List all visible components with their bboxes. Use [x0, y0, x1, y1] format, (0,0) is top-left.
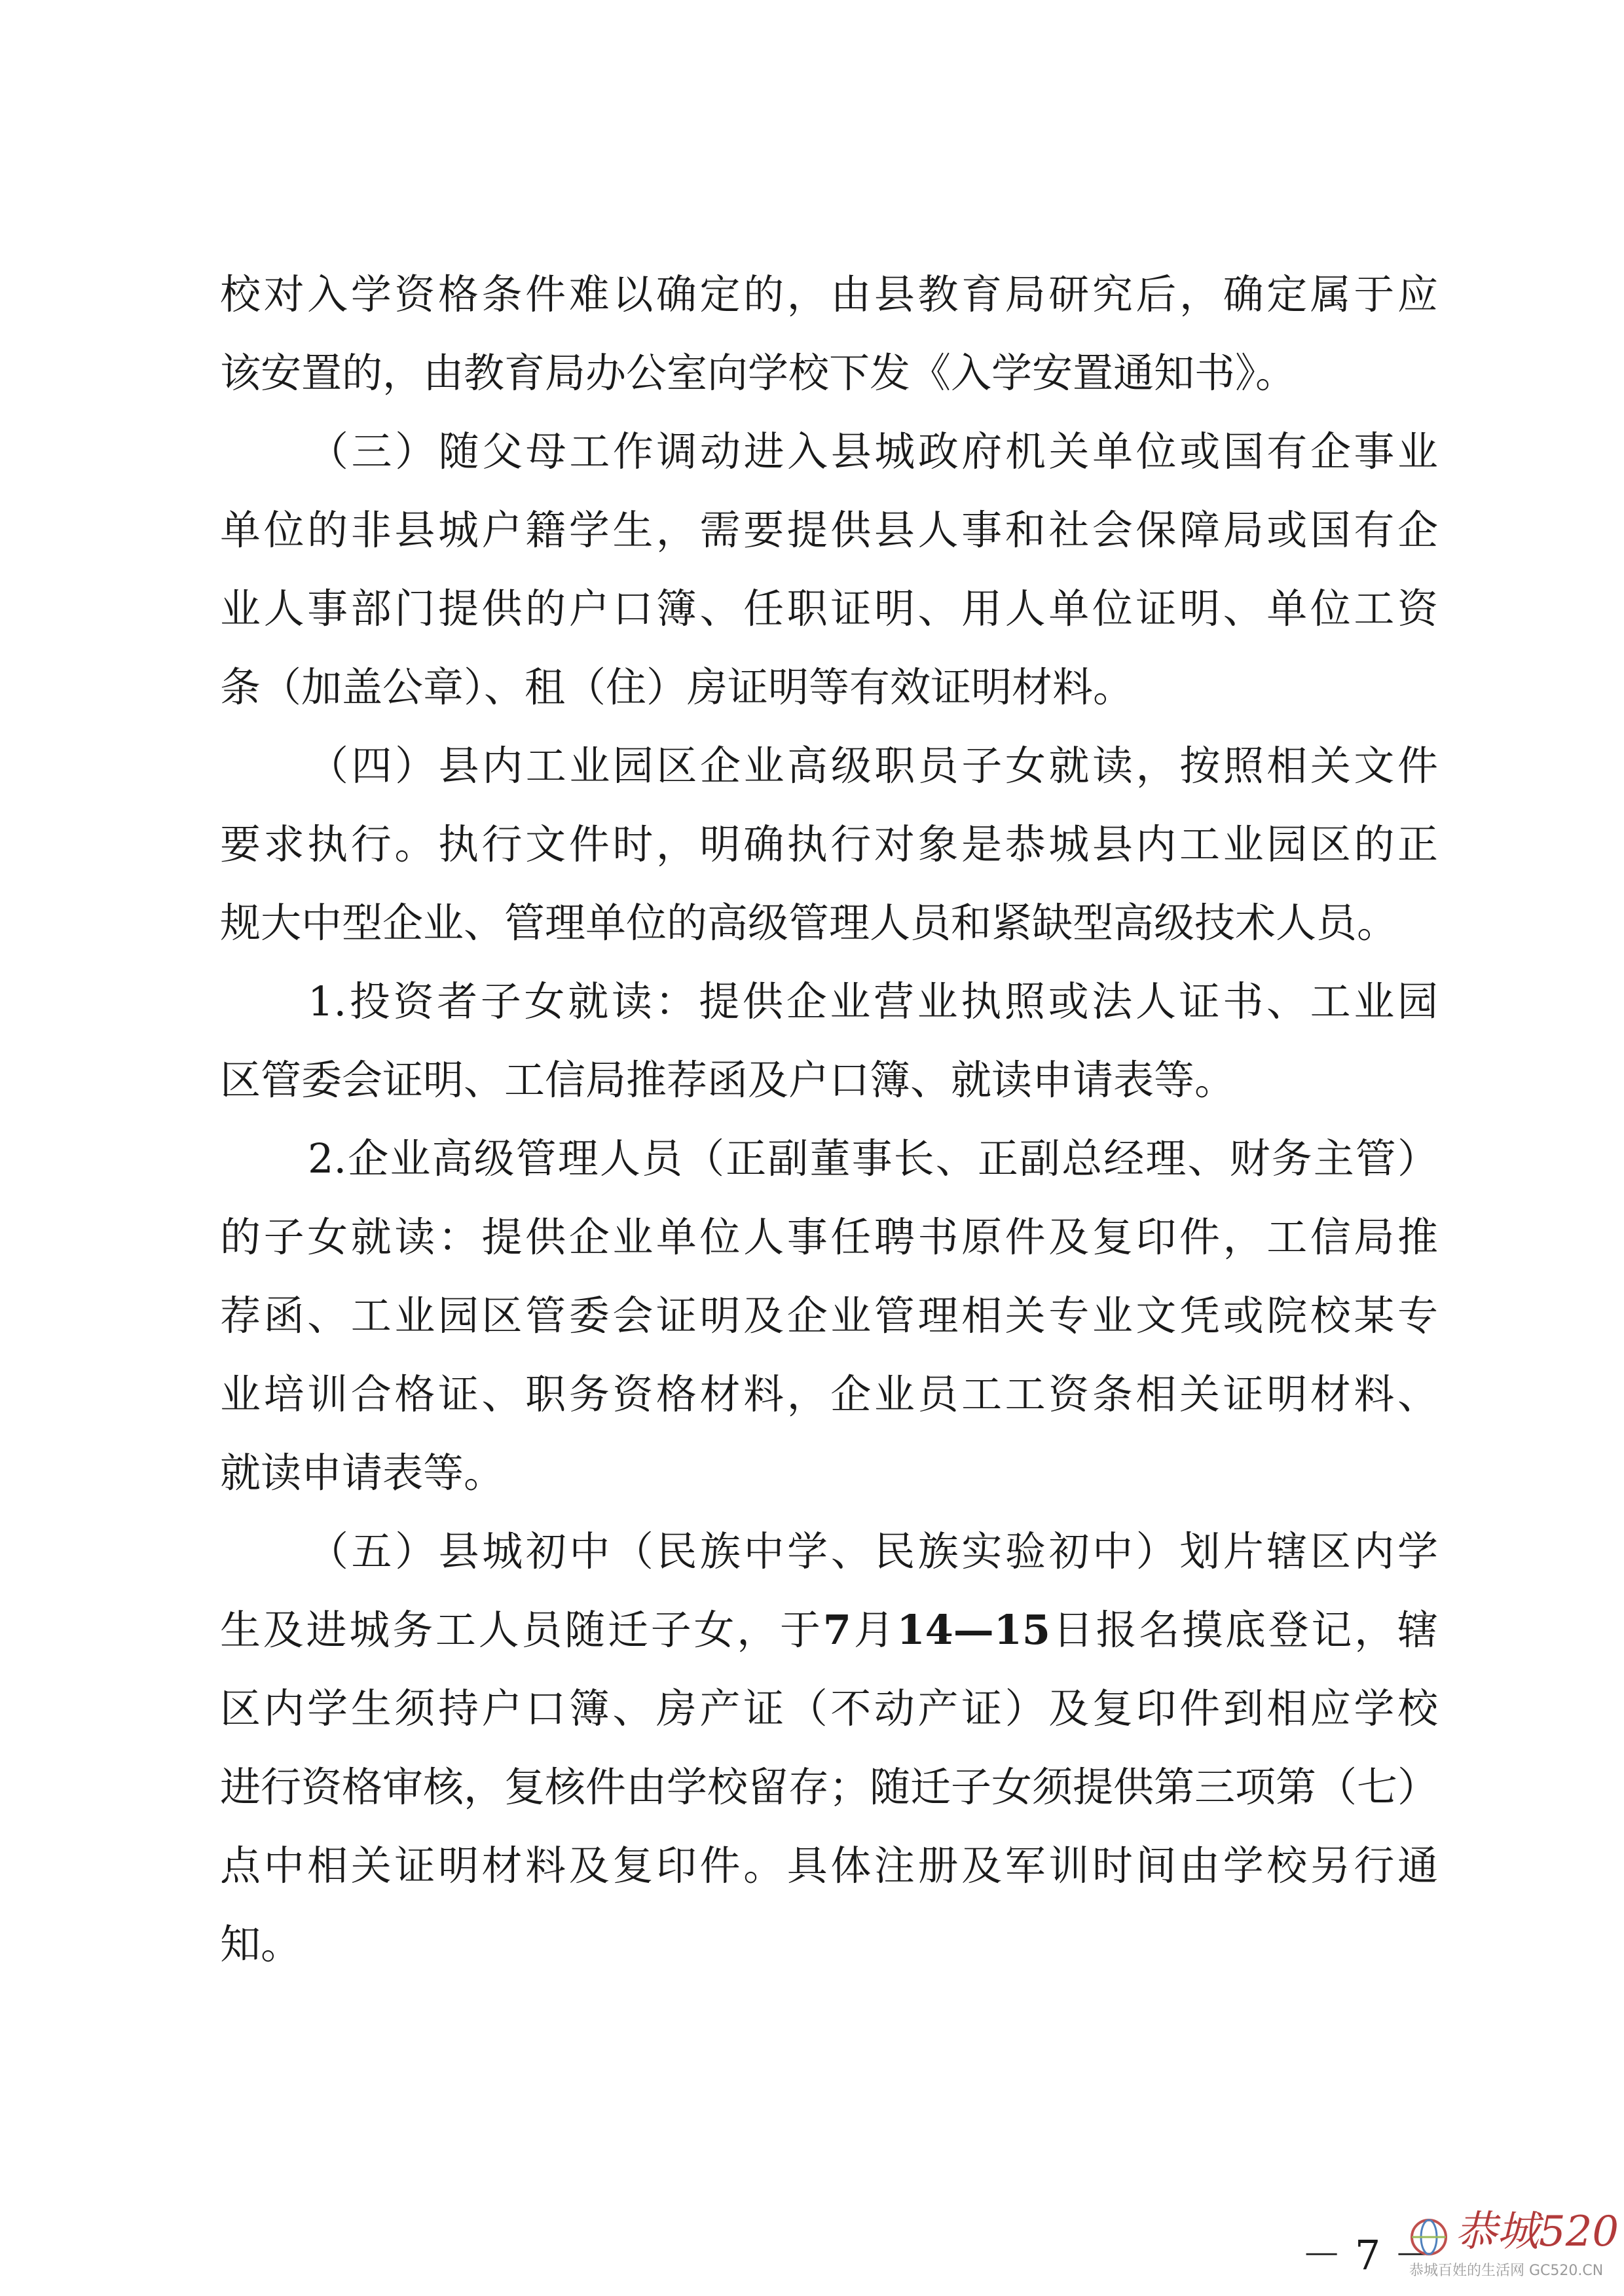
bold-month: 7: [822, 1606, 851, 1654]
text-line: 业培训合格证、职务资格材料，企业员工工资条相关证明材料、: [220, 1370, 1438, 1418]
text-line: 条（加盖公章）、租（住）房证明等有效证明材料。: [220, 663, 1134, 711]
text-line: （三）随父母工作调动进入县城政府机关单位或国有企事业: [308, 428, 1438, 475]
text-line: 2.企业高级管理人员（正副董事长、正副总经理、财务主管）: [308, 1135, 1438, 1182]
text-line: （四）县内工业园区企业高级职员子女就读，按照相关文件: [308, 742, 1438, 790]
text-line: （五）县城初中（民族中学、民族实验初中）划片辖区内学: [308, 1527, 1438, 1575]
text-line: 区管委会证明、工信局推荐函及户口簿、就读申请表等。: [220, 1056, 1236, 1104]
text-line-with-dates: [220, 1591, 1438, 1669]
bold-days: 14—15: [896, 1606, 1051, 1654]
text-line: 单位的非县城户籍学生，需要提供县人事和社会保障局或国有企: [220, 506, 1438, 554]
text-line: 进行资格审核，复核件由学校留存；随迁子女须提供第三项第（七）: [220, 1763, 1439, 1811]
text-fragment: 日报名摸底登记，辖: [1050, 1606, 1438, 1654]
text-line: 规大中型企业、管理单位的高级管理人员和紧缺型高级技术人员。: [220, 899, 1398, 947]
text-line: 点中相关证明材料及复印件。具体注册及军训时间由学校另行通: [220, 1842, 1438, 1889]
text-line: 区内学生须持户口簿、房产证（不动产证）及复印件到相应学校: [220, 1685, 1438, 1732]
text-line: 校对入学资格条件难以确定的，由县教育局研究后，确定属于应: [220, 270, 1438, 318]
text-line: 该安置的，由教育局办公室向学校下发《入学安置通知书》。: [220, 349, 1297, 397]
text-line: 荐函、工业园区管委会证明及企业管理相关专业文凭或院校某专: [220, 1292, 1438, 1339]
watermark-subtitle: 恭城百姓的生活网 GC520.CN: [1409, 2263, 1604, 2279]
text-line: 的子女就读：提供企业单位人事任聘书原件及复印件，工信局推: [220, 1213, 1438, 1261]
text-line: 要求执行。执行文件时，明确执行对象是恭城县内工业园区的正: [220, 820, 1438, 868]
text-line: 知。: [220, 1920, 302, 1968]
watermark-brand: 恭城520: [1455, 2208, 1619, 2256]
text-line: 业人事部门提供的户口簿、任职证明、用人单位证明、单位工资: [220, 585, 1438, 632]
text-line: 就读申请表等。: [220, 1449, 505, 1497]
globe-icon: [1409, 2217, 1449, 2257]
page-number: － 7 －: [1301, 2231, 1434, 2279]
site-watermark: [1409, 2206, 1619, 2284]
text-fragment: 生及进城务工人员随迁子女，于: [220, 1606, 823, 1654]
text-fragment: 月: [851, 1606, 897, 1654]
text-line: 1.投资者子女就读：提供企业营业执照或法人证书、工业园: [308, 977, 1438, 1025]
